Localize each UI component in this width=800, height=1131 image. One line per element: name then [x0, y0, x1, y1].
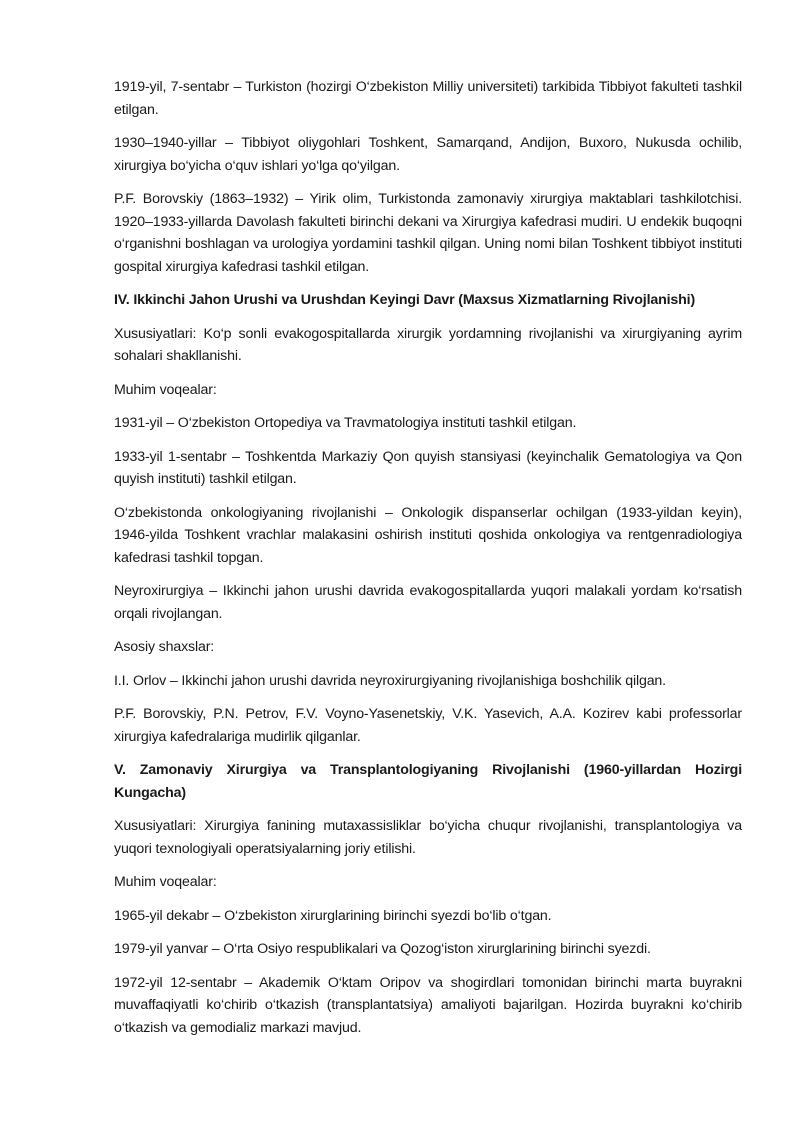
paragraph-features-v: Xususiyatlari: Xirurgiya fanining mutaxassisliklar bo‘yicha chuqur rivojlanishi, transplantologiya va yuqori texnologiyali operatsiyalarning joriy etilishi.: [114, 818, 742, 857]
paragraph-event-1979: 1979-yil yanvar – O‘rta Osiyo respublikalari va Qozog‘iston xirurglarining birinchi syezdi.: [114, 941, 651, 957]
paragraph-orlov: I.I. Orlov – Ikkinchi jahon urushi davrida neyroxirurgiyaning rivojlanishiga boshchilik qilgan.: [114, 672, 666, 689]
paragraph-oncology: O‘zbekistonda onkologiyaning rivojlanishi – Onkologik dispanserlar ochilgan (1933-yildan keyin), 1946-yilda Toshkent vrachlar malakasini oshirish instituti qoshida onkologiya va rentgenradiologiya kafedrasi tashkil topgan.: [114, 504, 742, 566]
paragraph-medical-schools-1930s: 1930–1940-yillar – Tibbiyot oliygohlari Toshkent, Samarqand, Andijon, Buxoro, Nukusda ochilib, xirurgiya bo‘yicha o‘quv ishlari yo‘lga qo‘yilgan.: [114, 135, 742, 174]
document-page: [114, 76, 742, 1050]
label-key-events-iv: Muhim voqealar:: [114, 381, 217, 398]
label-key-persons: Asosiy shaxslar:: [114, 639, 215, 655]
paragraph-medical-faculty-1919: 1919-yil, 7-sentabr – Turkiston (hozirgi O‘zbekiston Milliy universiteti) tarkibida Tibbiyot fakulteti tashkil etilgan.: [114, 79, 742, 118]
paragraph-professors: P.F. Borovskiy, P.N. Petrov, F.V. Voyno-Yasenetskiy, V.K. Yasevich, A.A. Kozirev kabi professorlar xirurgiya kafedralariga mudirlik qilganlar.: [114, 706, 742, 745]
paragraph-event-1931: 1931-yil – O‘zbekiston Ortopediya va Travmatologiya instituti tashkil etilgan.: [114, 415, 577, 431]
label-key-events-v: Muhim voqealar:: [114, 874, 217, 890]
section-heading-iv: IV. Ikkinchi Jahon Urushi va Urushdan Keyingi Davr (Maxsus Xizmatlarning Rivojlanishi): [114, 292, 696, 308]
paragraph-borovskiy: P.F. Borovskiy (1863–1932) – Yirik olim, Turkistonda zamonaviy xirurgiya maktablari tashkilotchisi. 1920–1933-yillarda Davolash fakulteti birinchi dekani va Xirurgiya kafedrasi mudiri. U endekik buqoqni o‘rganishni boshlagan va urologiya yordamini tashkil qilgan. Uning nomi bilan Toshkent tibbiyot instituti gospital xirurgiya kafedrasi tashkil etilgan.: [114, 191, 742, 275]
paragraph-event-1965: 1965-yil dekabr – O‘zbekiston xirurglarining birinchi syezdi bo‘lib o‘tgan.: [114, 907, 552, 924]
paragraph-event-1933: 1933-yil 1-sentabr – Toshkentda Markaziy Qon quyish stansiyasi (keyinchalik Gematologiya va Qon quyish instituti) tashkil etilgan.: [114, 448, 742, 487]
paragraph-neurosurgery: Neyroxirurgiya – Ikkinchi jahon urushi davrida evakogospitallarda yuqori malakali yordam ko‘rsatish orqali rivojlangan.: [114, 583, 742, 622]
section-heading-v: V. Zamonaviy Xirurgiya va Transplantologiyaning Rivojlanishi (1960-yillardan Hozirgi Kungacha): [114, 762, 742, 801]
paragraph-event-1972: 1972-yil 12-sentabr – Akademik O‘ktam Oripov va shogirdlari tomonidan birinchi marta buyrakni muvaffaqiyatli ko‘chirib o‘tkazish (transplantatsiya) amaliyoti bajarilgan. Hozirda buyrakni ko‘chirib o‘tkazish va gemodializ markazi mavjud.: [114, 974, 742, 1036]
paragraph-features-iv: Xususiyatlari: Ko‘p sonli evakogospitallarda xirurgik yordamning rivojlanishi va xirurgiyaning ayrim sohalari shakllanishi.: [114, 325, 742, 364]
